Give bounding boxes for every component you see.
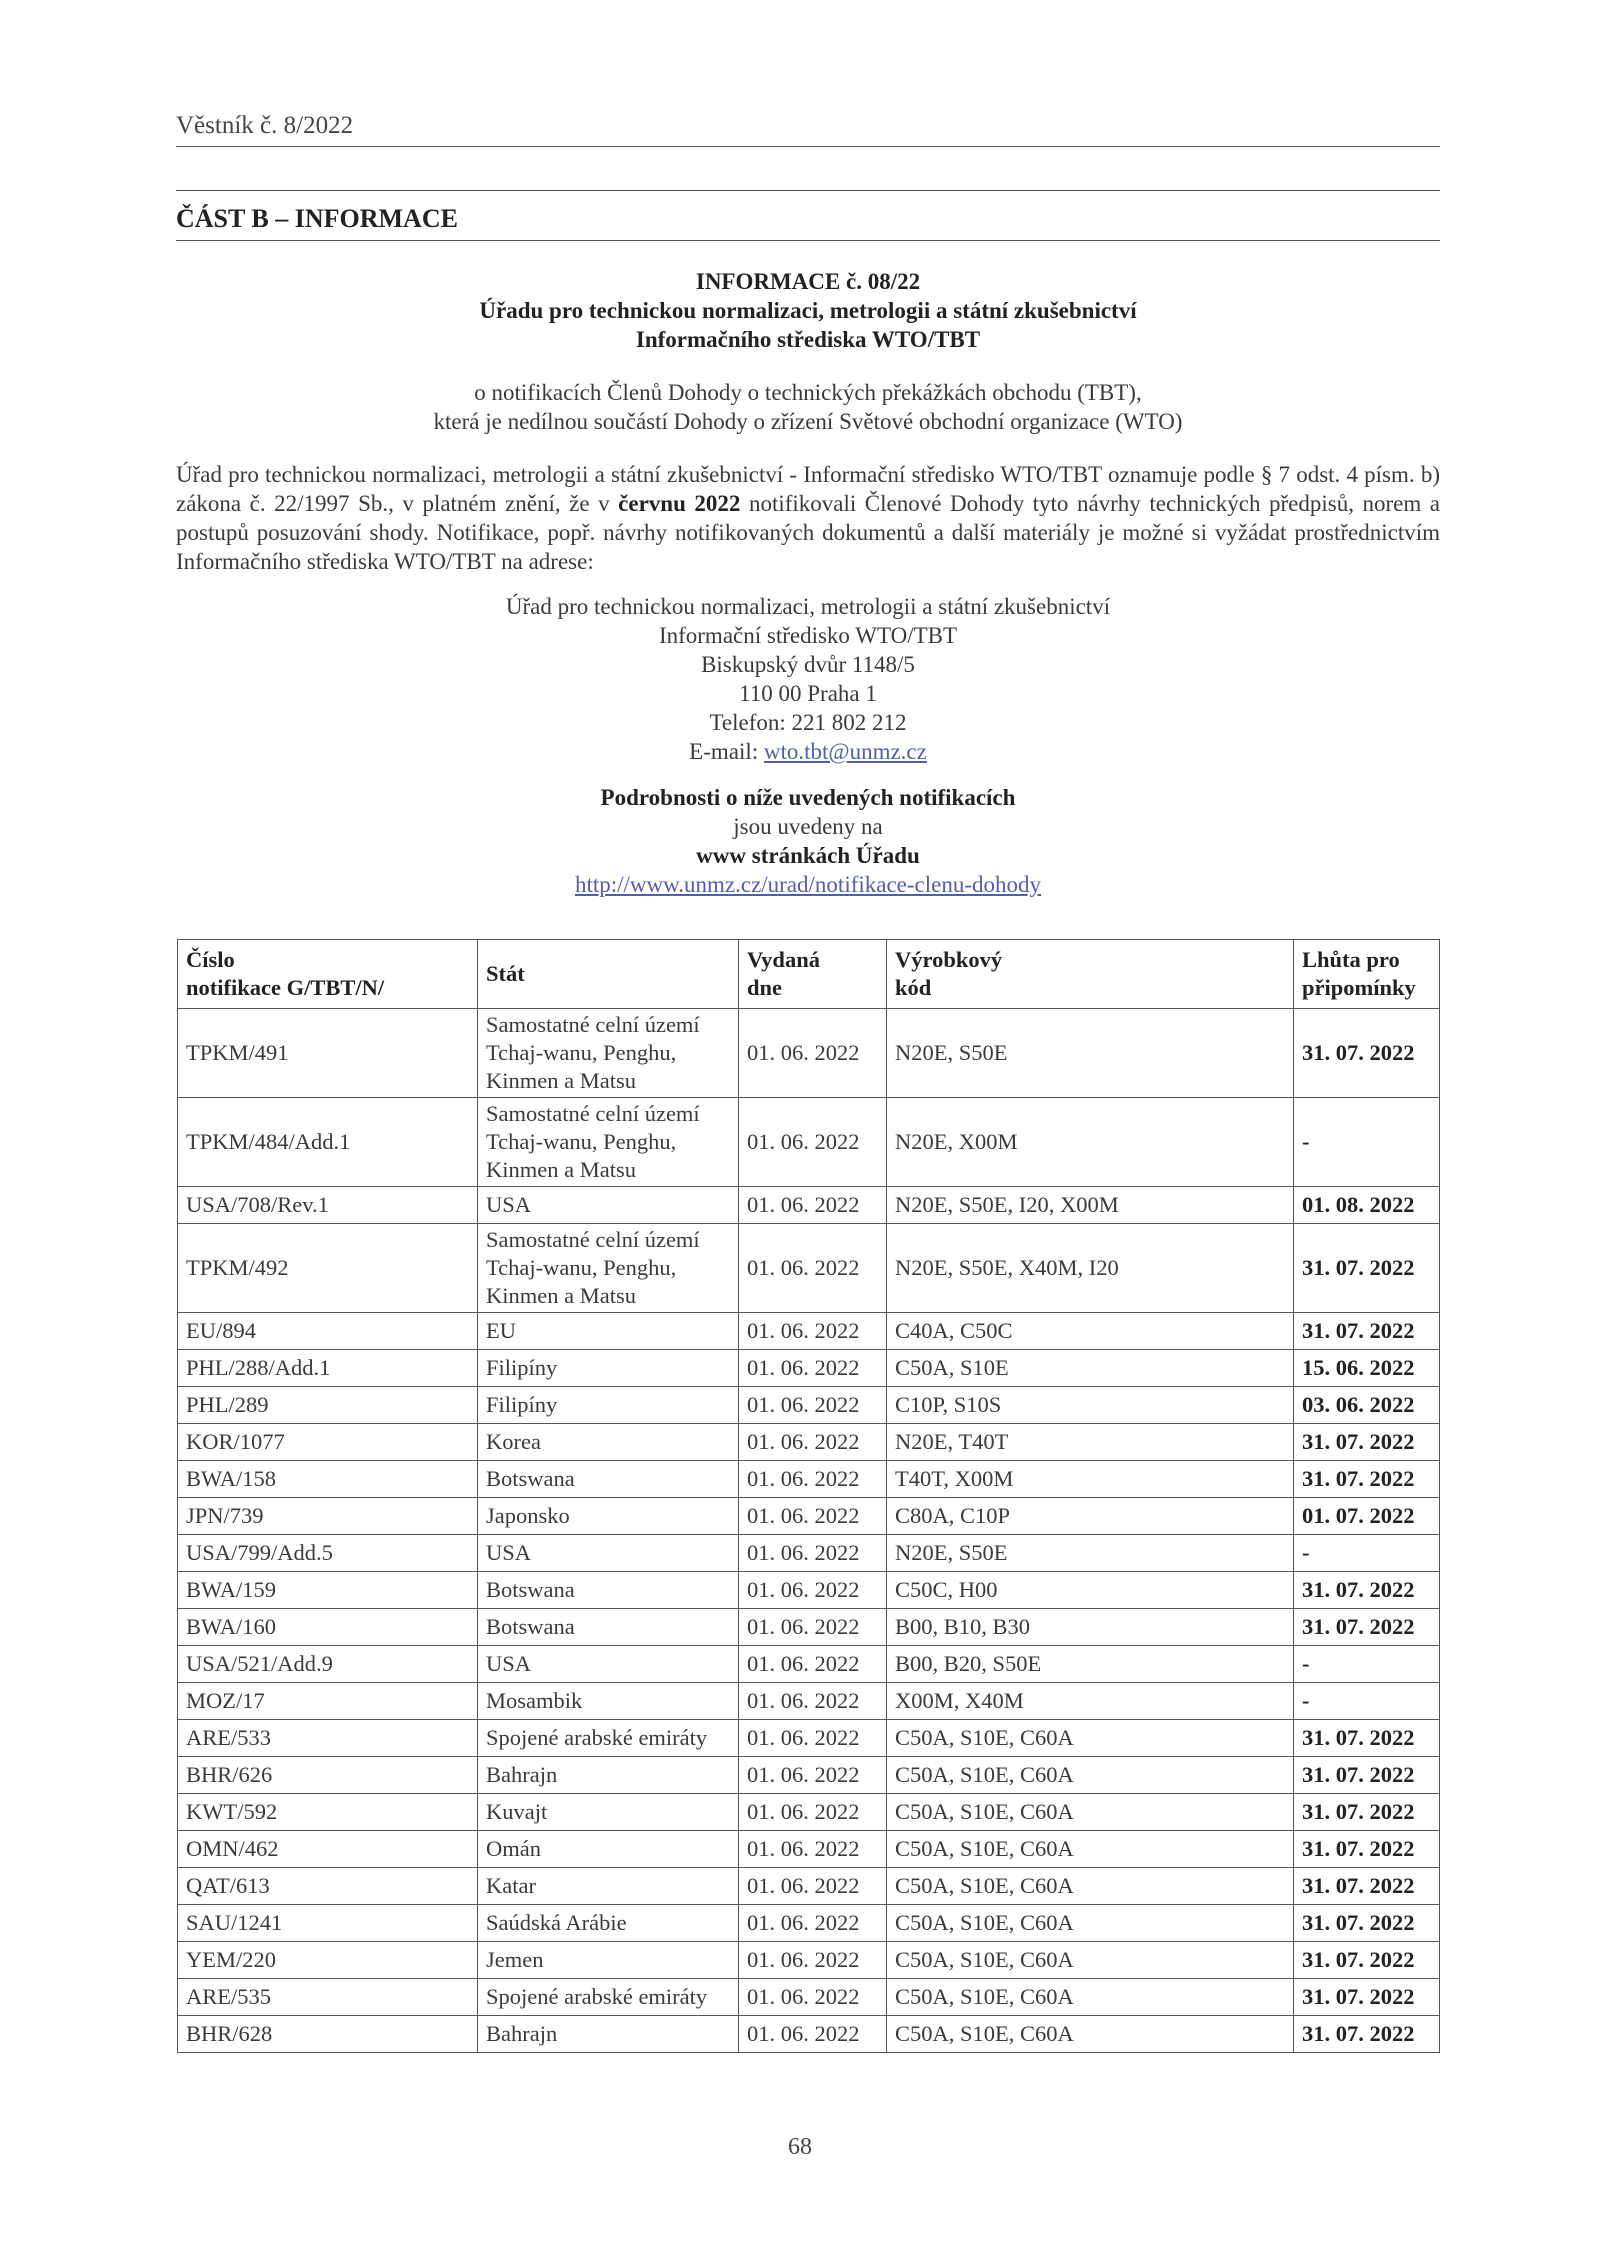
table-row [178,1646,1440,1683]
cell-issued-date: 01. 06. 2022 [739,1498,887,1535]
cell-product-code: C50A, S10E, C60A [887,1831,1294,1868]
address-line-2: Informační středisko WTO/TBT [658,623,958,648]
cell-comment-deadline: 31. 07. 2022 [1294,1009,1440,1098]
details-line-3: www stránkách Úřadu [696,843,920,868]
state-line: Tchaj-wanu, Penghu, [486,1129,677,1154]
state-line: Spojené arabské emiráty [486,1984,708,2009]
state-line: Spojené arabské emiráty [486,1725,708,1750]
cell-state [478,1646,739,1683]
cell-issued-date: 01. 06. 2022 [739,1646,887,1683]
cell-product-code: C50C, H00 [887,1572,1294,1609]
cell-product-code: C50A, S10E [887,1350,1294,1387]
cell-notification-number: QAT/613 [178,1868,478,1905]
section-rule-bottom [176,240,1440,241]
cell-comment-deadline: 31. 07. 2022 [1294,1905,1440,1942]
table-row [178,1313,1440,1350]
state-line: Samostatné celní území [486,1227,700,1252]
state-line: Botswana [486,1614,575,1639]
cell-product-code: N20E, X00M [887,1098,1294,1187]
cell-product-code: C80A, C10P [887,1498,1294,1535]
address-email-line [176,737,1440,766]
state-line: USA [486,1651,532,1676]
cell-issued-date: 01. 06. 2022 [739,1461,887,1498]
section-rule-top [176,190,1440,191]
cell-comment-deadline: - [1294,1098,1440,1187]
cell-issued-date: 01. 06. 2022 [739,1720,887,1757]
journal-header: Věstník č. 8/2022 [176,112,354,139]
cell-product-code: C50A, S10E, C60A [887,1905,1294,1942]
cell-state [478,1609,739,1646]
cell-issued-date: 01. 06. 2022 [739,1187,887,1224]
cell-state [478,1535,739,1572]
cell-comment-deadline: 31. 07. 2022 [1294,1609,1440,1646]
cell-state [478,1498,739,1535]
details-block [176,783,1440,899]
state-line: Tchaj-wanu, Penghu, [486,1040,677,1065]
cell-issued-date: 01. 06. 2022 [739,1387,887,1424]
table-row [178,1535,1440,1572]
cell-state [478,1572,739,1609]
cell-comment-deadline: 15. 06. 2022 [1294,1350,1440,1387]
info-subtitle-line-2: která je nedílnou součástí Dohody o zřízení Světové obchodní organizace (WTO) [433,409,1183,434]
table-row [178,1224,1440,1313]
state-line: USA [486,1192,532,1217]
cell-comment-deadline: - [1294,1683,1440,1720]
header-product-code: Výrobkový kód [887,940,1294,1009]
cell-notification-number: TPKM/484/Add.1 [178,1098,478,1187]
cell-product-code: B00, B20, S50E [887,1646,1294,1683]
header-issued: Vydaná dne [739,940,887,1009]
cell-issued-date: 01. 06. 2022 [739,1572,887,1609]
cell-comment-deadline: - [1294,1535,1440,1572]
cell-product-code: C50A, S10E, C60A [887,1868,1294,1905]
cell-product-code: C50A, S10E, C60A [887,1757,1294,1794]
cell-state [478,1831,739,1868]
cell-state [478,1942,739,1979]
cell-comment-deadline: 31. 07. 2022 [1294,1424,1440,1461]
state-line: Kuvajt [486,1799,548,1824]
cell-state [478,1757,739,1794]
cell-issued-date: 01. 06. 2022 [739,1868,887,1905]
cell-issued-date: 01. 06. 2022 [739,1794,887,1831]
details-url-link[interactable]: http://www.unmz.cz/urad/notifikace-clenu-dohody [574,872,1042,897]
info-title-line-1: INFORMACE č. 08/22 [695,269,921,294]
cell-product-code: N20E, S50E, I20, X00M [887,1187,1294,1224]
header-state: Stát [478,940,739,1009]
cell-comment-deadline: 01. 07. 2022 [1294,1498,1440,1535]
cell-notification-number: YEM/220 [178,1942,478,1979]
cell-issued-date: 01. 06. 2022 [739,1609,887,1646]
table-row [178,1757,1440,1794]
intro-text-bold: červnu 2022 [618,491,741,516]
info-subtitle [176,378,1440,436]
table-row [178,1868,1440,1905]
cell-state [478,1794,739,1831]
state-line: Kinmen a Matsu [486,1283,636,1308]
state-line: Mosambik [486,1688,583,1713]
state-line: Samostatné celní území [486,1101,700,1126]
page-number: 68 [788,2134,812,2160]
cell-issued-date: 01. 06. 2022 [739,1905,887,1942]
address-line-3: Biskupský dvůr 1148/5 [701,652,915,677]
table-row [178,1905,1440,1942]
table-header-row [178,940,1440,1009]
cell-comment-deadline: 31. 07. 2022 [1294,2016,1440,2053]
cell-comment-deadline: 31. 07. 2022 [1294,1224,1440,1313]
cell-notification-number: BWA/160 [178,1609,478,1646]
cell-comment-deadline: 31. 07. 2022 [1294,1572,1440,1609]
cell-notification-number: BHR/626 [178,1757,478,1794]
state-line: Filipíny [486,1355,558,1380]
cell-state [478,1461,739,1498]
address-line-5: Telefon: 221 802 212 [709,710,907,735]
cell-issued-date: 01. 06. 2022 [739,2016,887,2053]
table-row [178,1609,1440,1646]
cell-comment-deadline: 31. 07. 2022 [1294,1868,1440,1905]
table-row [178,1098,1440,1187]
cell-state [478,1868,739,1905]
cell-issued-date: 01. 06. 2022 [739,1098,887,1187]
cell-notification-number: KOR/1077 [178,1424,478,1461]
cell-issued-date: 01. 06. 2022 [739,1979,887,2016]
state-line: Omán [486,1836,541,1861]
cell-comment-deadline: 31. 07. 2022 [1294,1794,1440,1831]
state-line: Japonsko [486,1503,570,1528]
info-title-line-2: Úřadu pro technickou normalizaci, metrologii a státní zkušebnictví [479,298,1137,323]
cell-comment-deadline: 31. 07. 2022 [1294,1757,1440,1794]
table-row [178,1187,1440,1224]
cell-comment-deadline: - [1294,1646,1440,1683]
cell-product-code: C50A, S10E, C60A [887,1794,1294,1831]
table-row [178,1720,1440,1757]
cell-notification-number: BHR/628 [178,2016,478,2053]
address-block [176,592,1440,766]
cell-issued-date: 01. 06. 2022 [739,1683,887,1720]
cell-product-code: N20E, T40T [887,1424,1294,1461]
state-line: USA [486,1540,532,1565]
cell-comment-deadline: 03. 06. 2022 [1294,1387,1440,1424]
table-row [178,2016,1440,2053]
info-subtitle-line-1: o notifikacích Členů Dohody o technických překážkách obchodu (TBT), [474,380,1142,405]
cell-comment-deadline: 31. 07. 2022 [1294,1942,1440,1979]
cell-notification-number: USA/521/Add.9 [178,1646,478,1683]
cell-notification-number: ARE/533 [178,1720,478,1757]
notifications-table [177,939,1440,2053]
cell-state [478,1224,739,1313]
cell-state [478,1905,739,1942]
state-line: Filipíny [486,1392,558,1417]
cell-notification-number: MOZ/17 [178,1683,478,1720]
cell-state [478,2016,739,2053]
cell-notification-number: SAU/1241 [178,1905,478,1942]
details-line-2: jsou uvedeny na [733,814,883,839]
email-link[interactable]: wto.tbt@unmz.cz [763,739,927,764]
state-line: Kinmen a Matsu [486,1157,636,1182]
cell-notification-number: JPN/739 [178,1498,478,1535]
table-row [178,1387,1440,1424]
state-line: Samostatné celní území [486,1012,700,1037]
cell-product-code: C10P, S10S [887,1387,1294,1424]
table-row [178,1942,1440,1979]
address-line-4: 110 00 Praha 1 [739,681,877,706]
cell-state [478,1683,739,1720]
cell-notification-number: BWA/158 [178,1461,478,1498]
cell-product-code: X00M, X40M [887,1683,1294,1720]
cell-issued-date: 01. 06. 2022 [739,1424,887,1461]
header-rule [176,146,1440,147]
cell-issued-date: 01. 06. 2022 [739,1757,887,1794]
info-title-line-3: Informačního střediska WTO/TBT [635,327,981,352]
address-line-1: Úřad pro technickou normalizaci, metrologii a státní zkušebnictví [505,594,1111,619]
cell-issued-date: 01. 06. 2022 [739,1942,887,1979]
cell-product-code: C50A, S10E, C60A [887,2016,1294,2053]
cell-product-code: N20E, S50E [887,1009,1294,1098]
cell-comment-deadline: 31. 07. 2022 [1294,1313,1440,1350]
header-notification-number: Číslo notifikace G/TBT/N/ [178,940,478,1009]
email-label: E-mail: [689,739,764,764]
state-line: Saúdská Arábie [486,1910,627,1935]
cell-notification-number: PHL/288/Add.1 [178,1350,478,1387]
cell-notification-number: BWA/159 [178,1572,478,1609]
cell-state [478,1313,739,1350]
cell-notification-number: USA/708/Rev.1 [178,1187,478,1224]
cell-state [478,1098,739,1187]
cell-state [478,1350,739,1387]
state-line: Botswana [486,1466,575,1491]
section-title: ČÁST B – INFORMACE [176,204,458,233]
cell-comment-deadline: 01. 08. 2022 [1294,1187,1440,1224]
header-comment-deadline: Lhůta pro připomínky [1294,940,1440,1009]
cell-product-code: C50A, S10E, C60A [887,1979,1294,2016]
state-line: Katar [486,1873,536,1898]
state-line: Kinmen a Matsu [486,1068,636,1093]
cell-issued-date: 01. 06. 2022 [739,1350,887,1387]
intro-text-1: Úřad pro technickou normalizaci, metrologii a státní zkušebnictví - Informační středisko WTO/TBT oznamuje podle § 7 odst. 4 písm. b) zákona č. 22/1997 Sb., v platném znění, že v [176,462,1440,516]
details-line-1: Podrobnosti o níže uvedených notifikacích [600,785,1016,810]
cell-product-code: C50A, S10E, C60A [887,1942,1294,1979]
cell-notification-number: USA/799/Add.5 [178,1535,478,1572]
cell-state [478,1387,739,1424]
cell-issued-date: 01. 06. 2022 [739,1831,887,1868]
state-line: Jemen [486,1947,544,1972]
cell-comment-deadline: 31. 07. 2022 [1294,1720,1440,1757]
state-line: Bahrajn [486,2021,558,2046]
state-line: Bahrajn [486,1762,558,1787]
table-row [178,1498,1440,1535]
cell-product-code: N20E, S50E [887,1535,1294,1572]
state-line: Tchaj-wanu, Penghu, [486,1255,677,1280]
table-row [178,1794,1440,1831]
table-body [178,1009,1440,2053]
cell-product-code: T40T, X00M [887,1461,1294,1498]
cell-issued-date: 01. 06. 2022 [739,1224,887,1313]
intro-text-2: notifikovali Členové Dohody tyto návrhy technických předpisů, norem a postupů posuzování shody. Notifikace, popř. návrhy notifikovaných dokumentů a další materiály je možné si vyžádat prostřednictvím Informačního střediska WTO/TBT na adrese: [176,491,1440,574]
cell-notification-number: KWT/592 [178,1794,478,1831]
cell-issued-date: 01. 06. 2022 [739,1313,887,1350]
cell-notification-number: PHL/289 [178,1387,478,1424]
state-line: Botswana [486,1577,575,1602]
cell-comment-deadline: 31. 07. 2022 [1294,1979,1440,2016]
cell-comment-deadline: 31. 07. 2022 [1294,1831,1440,1868]
info-title [176,267,1440,354]
cell-state [478,1979,739,2016]
cell-notification-number: TPKM/491 [178,1009,478,1098]
table-row [178,1572,1440,1609]
cell-notification-number: EU/894 [178,1313,478,1350]
cell-state [478,1009,739,1098]
intro-paragraph [176,460,1440,576]
table-row [178,1979,1440,2016]
table-row [178,1461,1440,1498]
cell-comment-deadline: 31. 07. 2022 [1294,1461,1440,1498]
cell-product-code: C50A, S10E, C60A [887,1720,1294,1757]
cell-product-code: N20E, S50E, X40M, I20 [887,1224,1294,1313]
cell-notification-number: OMN/462 [178,1831,478,1868]
table-row [178,1683,1440,1720]
table-row [178,1009,1440,1098]
cell-issued-date: 01. 06. 2022 [739,1535,887,1572]
cell-product-code: B00, B10, B30 [887,1609,1294,1646]
cell-notification-number: TPKM/492 [178,1224,478,1313]
cell-state [478,1720,739,1757]
table-row [178,1831,1440,1868]
cell-state [478,1187,739,1224]
cell-notification-number: ARE/535 [178,1979,478,2016]
cell-state [478,1424,739,1461]
state-line: EU [486,1318,516,1343]
table-row [178,1424,1440,1461]
state-line: Korea [486,1429,541,1454]
table-row [178,1350,1440,1387]
cell-product-code: C40A, C50C [887,1313,1294,1350]
cell-issued-date: 01. 06. 2022 [739,1009,887,1098]
